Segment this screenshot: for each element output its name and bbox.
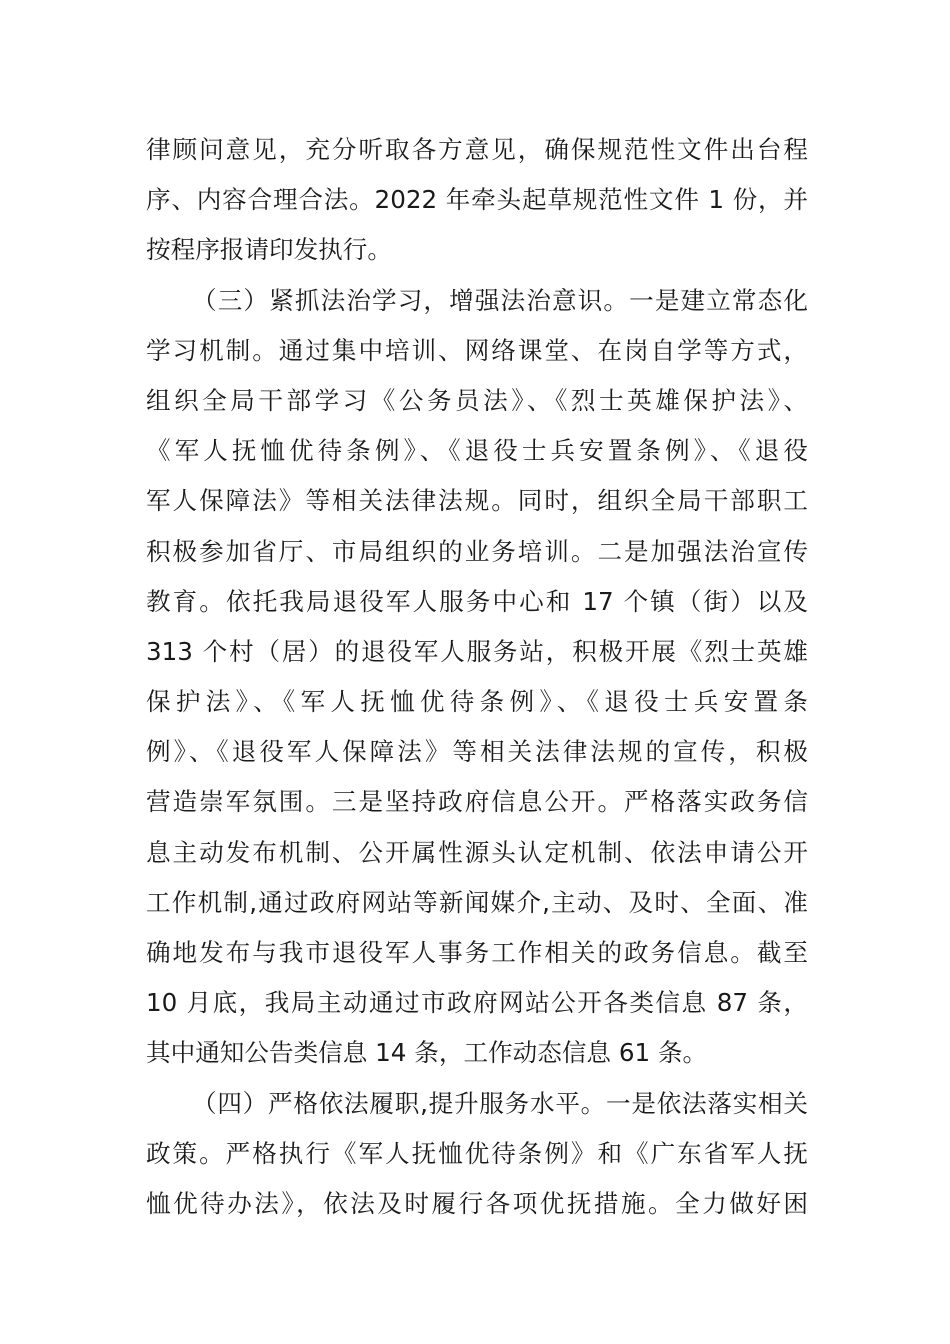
text-line: 例》、《退役军人保障法》等相关法律法规的宣传，积极: [146, 737, 808, 767]
text-line: 10 月底，我局主动通过市政府网站公开各类信息 87 条，: [146, 988, 808, 1018]
section-heading-4: （四）严格依法履职,提升服务水平。一是依法落实相关: [192, 1088, 808, 1118]
text-line: 其中通知公告类信息 14 条，工作动态信息 61 条。: [146, 1038, 708, 1068]
text-line: 确地发布与我市退役军人事务工作相关的政务信息。截至: [146, 938, 808, 967]
text-line: 组织全局干部学习《公务员法》、《烈士英雄保护法》、: [146, 385, 808, 415]
text-line: 按程序报请印发执行。: [146, 235, 392, 265]
text-line: 恤优待办法》，依法及时履行各项优抚措施。全力做好困: [146, 1188, 808, 1218]
section-heading-3: （三）紧抓法治学习，增强法治意识。一是建立常态化: [192, 285, 808, 315]
text-line: 313 个村（居）的退役军人服务站，积极开展《烈士英雄: [146, 636, 808, 666]
text-line: 律顾问意见，充分听取各方意见，确保规范性文件出台程: [146, 135, 808, 164]
text-line: 工作机制,通过政府网站等新闻媒介,主动、及时、全面、准: [146, 887, 808, 917]
text-line: 息主动发布机制、公开属性源头认定机制、依法申请公开: [146, 837, 808, 867]
text-line: 序、内容合理合法。2022 年牵头起草规范性文件 1 份，并: [146, 185, 808, 215]
text-line: 政策。严格执行《军人抚恤优待条例》和《广东省军人抚: [146, 1138, 808, 1168]
text-line: 学习机制。通过集中培训、网络课堂、在岗自学等方式，: [146, 335, 808, 365]
text-line: 军人保障法》等相关法律法规。同时，组织全局干部职工: [146, 486, 808, 516]
text-line: 教育。依托我局退役军人服务中心和 17 个镇（街）以及: [146, 586, 808, 616]
text-line: 《军人抚恤优待条例》、《退役士兵安置条例》、《退役: [146, 436, 808, 466]
text-line: 保护法》、《军人抚恤优待条例》、《退役士兵安置条: [146, 687, 808, 717]
text-line: 积极参加省厅、市局组织的业务培训。二是加强法治宣传: [146, 536, 808, 566]
text-line: 营造崇军氛围。三是坚持政府信息公开。严格落实政务信: [146, 787, 808, 817]
body-text: [146, 125, 808, 1229]
